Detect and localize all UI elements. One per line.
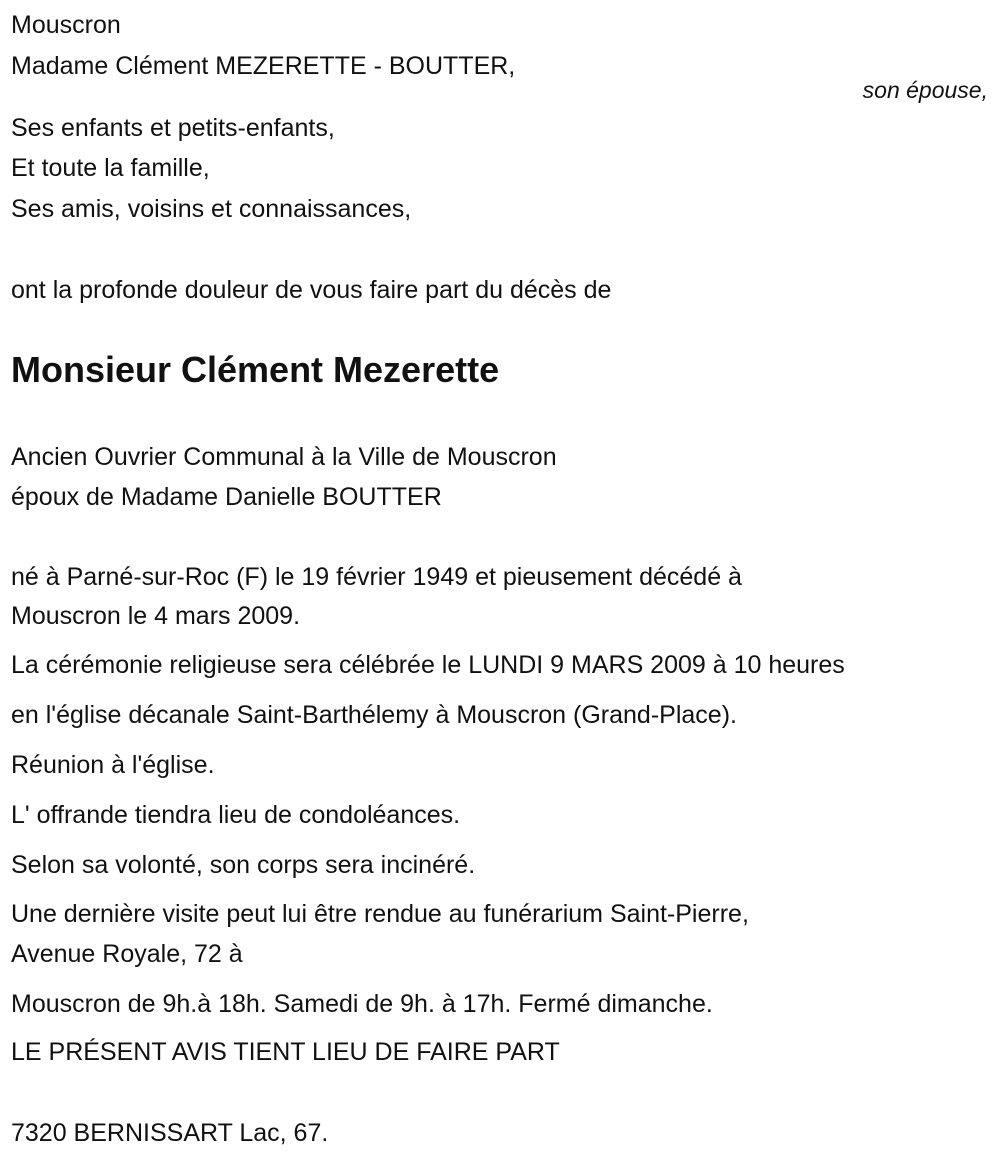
detail-line: La cérémonie religieuse sera célébrée le LUNDI 9 MARS 2009 à 10 heures: [11, 651, 845, 679]
family-line: Ses enfants et petits-enfants,: [11, 114, 335, 142]
family-line: Et toute la famille,: [11, 154, 210, 182]
city: Mouscron: [11, 11, 121, 39]
deceased-name: Monsieur Clément Mezerette: [11, 349, 500, 390]
detail-line: Mouscron le 4 mars 2009.: [11, 602, 301, 630]
detail-line: Selon sa volonté, son corps sera incinéré.: [11, 851, 476, 879]
spouse-role: son épouse,: [862, 77, 988, 103]
announcement: ont la profonde douleur de vous faire part du décès de: [11, 276, 612, 304]
spouse-name: Madame Clément MEZERETTE - BOUTTER,: [11, 52, 516, 80]
detail-line: en l'église décanale Saint-Barthélemy à Mouscron (Grand-Place).: [11, 701, 737, 729]
detail-line: Avenue Royale, 72 à: [11, 940, 243, 968]
detail-line: Une dernière visite peut lui être rendue au funérarium Saint-Pierre,: [11, 900, 749, 928]
title-line: Ancien Ouvrier Communal à la Ville de Mouscron: [11, 443, 557, 471]
detail-line: LE PRÉSENT AVIS TIENT LIEU DE FAIRE PART: [11, 1038, 560, 1066]
detail-line: L' offrande tiendra lieu de condoléances.: [11, 801, 461, 829]
detail-line: Mouscron de 9h.à 18h. Samedi de 9h. à 17h. Fermé dimanche.: [11, 990, 713, 1018]
title-line: époux de Madame Danielle BOUTTER: [11, 483, 442, 511]
detail-line: né à Parné-sur-Roc (F) le 19 février 1949 et pieusement décédé à: [11, 563, 742, 591]
family-line: Ses amis, voisins et connaissances,: [11, 195, 412, 223]
address: 7320 BERNISSART Lac, 67.: [11, 1119, 329, 1147]
detail-line: Réunion à l'église.: [11, 751, 215, 779]
